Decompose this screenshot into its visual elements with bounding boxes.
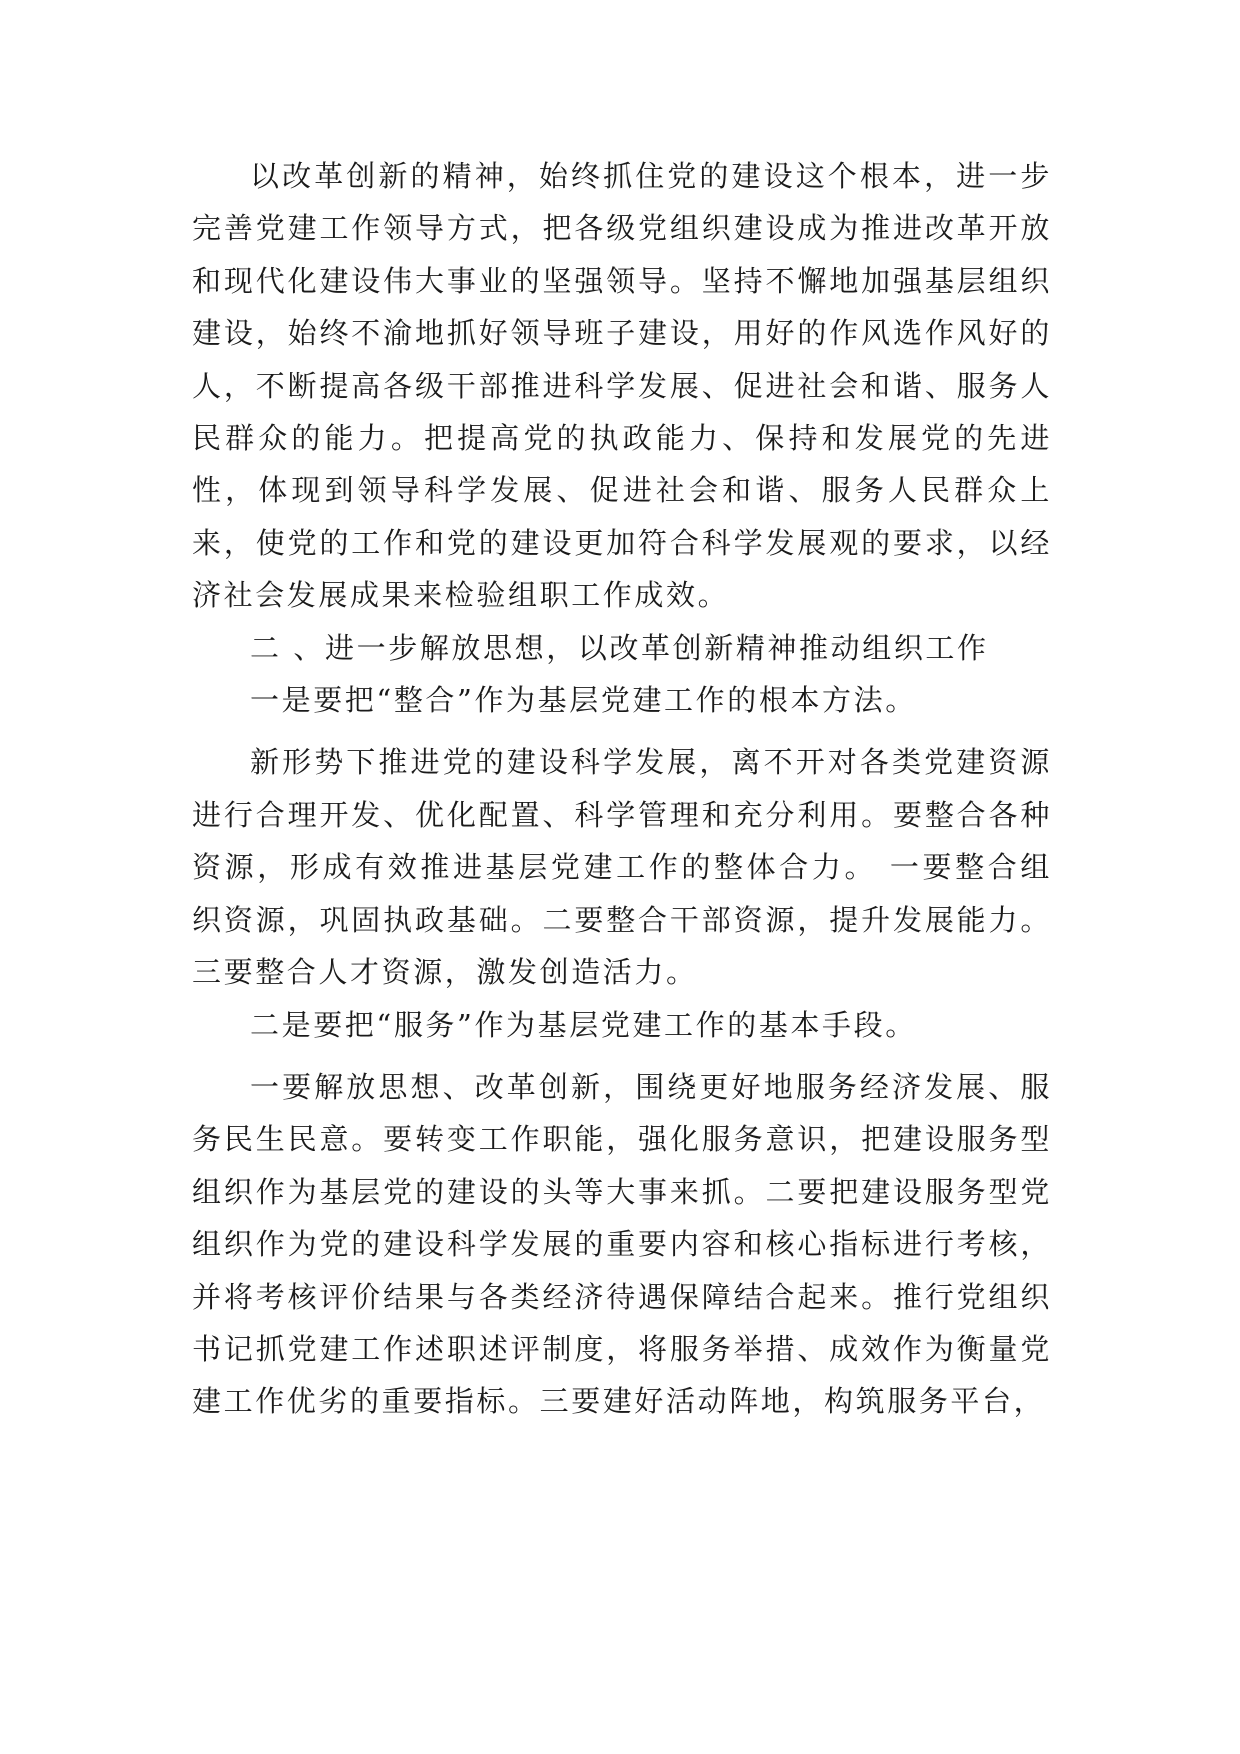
paragraph-service: 一要解放思想、改革创新，围绕更好地服务经济发展、服务民生民意。要转变工作职能，强化服务意识，把建设服务型组织作为基层党的建设的头等大事来抓。二要把建设服务型党组织作为党的建设科学发展的重要内容和核心指标进行考核，并将考核评价结果与各类经济待遇保障结合起来。推行党组织书记抓党建工作述职述评制度，将服务举措、成效作为衡量党建工作优劣的重要指标。三要建好活动阵地，构筑服务平台，	[192, 1069, 1052, 1419]
paragraph-integration: 新形势下推进党的建设科学发展，离不开对各类党建资源进行合理开发、优化配置、科学管理和充分利用。要整合各种资源，形成有效推进基层党建工作的整体合力。 一要整合组织资源，巩固执政基础。二要整合干部资源，提升发展能力。三要整合人才资源，激发创造活力。	[192, 745, 1052, 990]
document-body	[192, 150, 1052, 1428]
subheading-integration: 一是要把“整合”作为基层党建工作的根本方法。	[250, 683, 917, 718]
section-heading-2: 二 、进一步解放思想，以改革创新精神推动组织工作	[250, 630, 989, 665]
subheading-service: 二是要把“服务”作为基层党建工作的基本手段。	[250, 1007, 917, 1042]
paragraph-intro: 以改革创新的精神，始终抓住党的建设这个根本，进一步完善党建工作领导方式，把各级党组织建设成为推进改革开放和现代化建设伟大事业的坚强领导。坚持不懈地加强基层组织建设，始终不渝地抓好领导班子建设，用好的作风选作风好的人，不断提高各级干部推进科学发展、促进社会和谐、服务人民群众的能力。把提高党的执政能力、保持和发展党的先进性，体现到领导科学发展、促进社会和谐、服务人民群众上来，使党的工作和党的建设更加符合科学发展观的要求，以经济社会发展成果来检验组职工作成效。	[192, 159, 1052, 613]
